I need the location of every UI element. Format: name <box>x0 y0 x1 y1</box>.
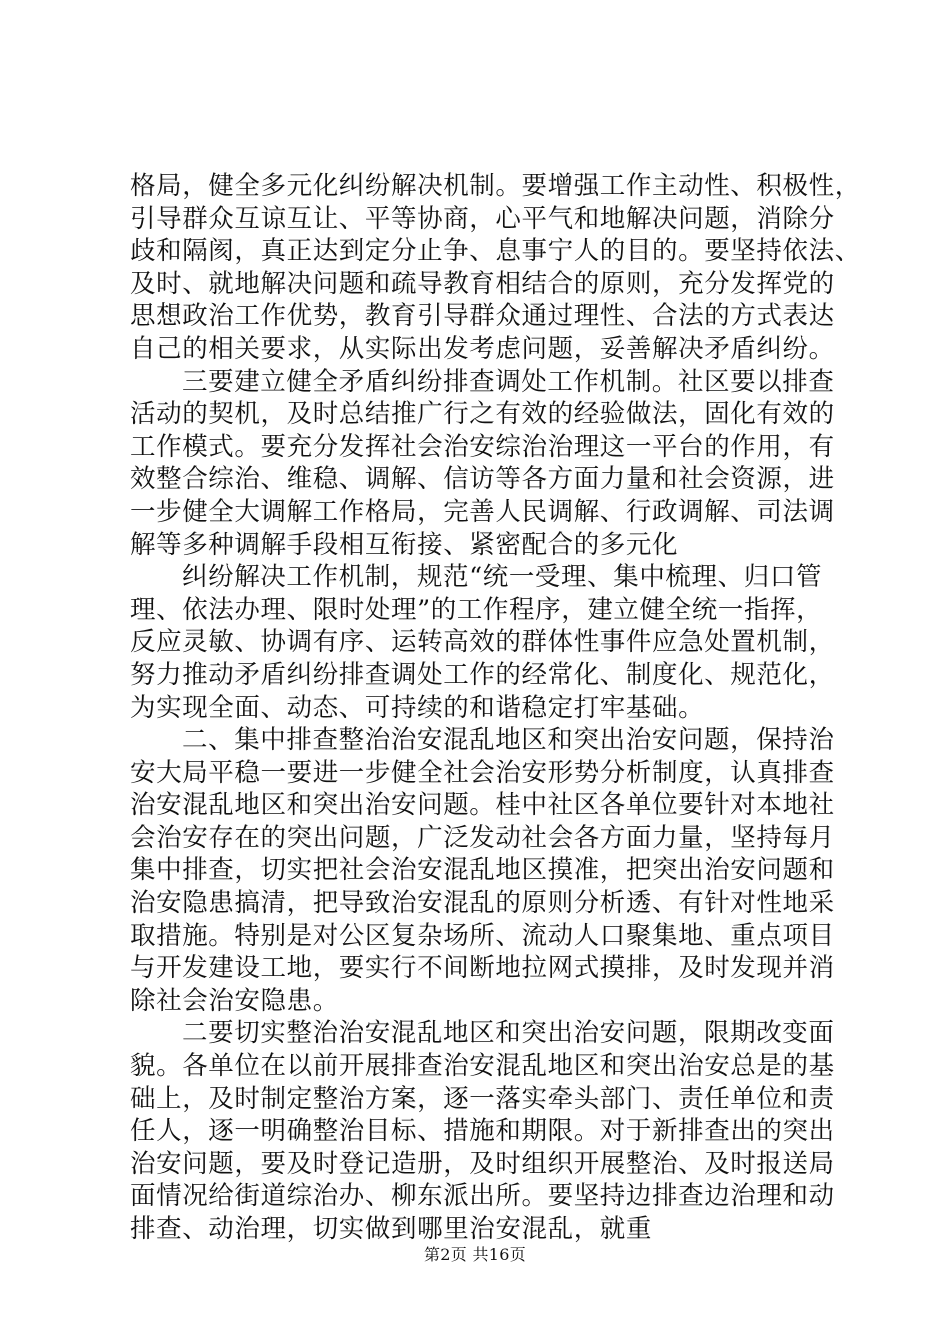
text-line: 取措施。特别是对公区复杂场所、流动人口聚集地、重点项目 <box>130 920 835 951</box>
text-line: 歧和隔阂，真正达到定分止争、息事宁人的目的。要坚持依法、 <box>130 236 861 267</box>
text-line: 工作模式。要充分发挥社会治安综治治理这一平台的作用，有 <box>130 431 835 462</box>
text-line: 活动的契机，及时总结推广行之有效的经验做法，固化有效的 <box>130 399 835 430</box>
text-line: 面情况给街道综治办、柳东派出所。要坚持边排查边治理和动 <box>130 1181 835 1212</box>
text-line: 自己的相关要求，从实际出发考虑问题，妥善解决矛盾纠纷。 <box>130 333 835 364</box>
text-line: 三要建立健全矛盾纠纷排查调处工作机制。社区要以排查 <box>182 366 835 397</box>
text-line: 解等多种调解手段相互衔接、紧密配合的多元化 <box>130 529 679 560</box>
text-line: 格局，健全多元化纠纷解决机制。要增强工作主动性、积极性， <box>130 171 861 201</box>
page-footer: 第2页 共16页 <box>423 1245 527 1264</box>
text-line: 集中排查，切实把社会治安混乱地区摸准，把突出治安问题和 <box>130 855 835 886</box>
text-line: 理、依法办理、限时处理”的工作程序，建立健全统一指挥， <box>130 594 823 625</box>
text-line: 为实现全面、动态、可持续的和谐稳定打牢基础。 <box>130 692 705 723</box>
text-line: 引导群众互谅互让、平等协商，心平气和地解决问题，消除分 <box>130 203 835 234</box>
text-line: 会治安存在的突出问题，广泛发动社会各方面力量，坚持每月 <box>130 822 835 853</box>
text-line: 纠纷解决工作机制，规范“统一受理、集中梳理、归口管 <box>182 562 823 593</box>
text-line: 努力推动矛盾纠纷排查调处工作的经常化、制度化、规范化， <box>130 659 835 690</box>
text-line: 治安问题，要及时登记造册，及时组织开展整治、及时报送局 <box>130 1148 835 1179</box>
text-line: 二要切实整治治安混乱地区和突出治安问题，限期改变面 <box>182 1018 835 1049</box>
text-line: 一步健全大调解工作格局，完善人民调解、行政调解、司法调 <box>130 496 835 527</box>
text-line: 思想政治工作优势，教育引导群众通过理性、合法的方式表达 <box>130 301 835 332</box>
text-line: 及时、就地解决问题和疏导教育相结合的原则，充分发挥党的 <box>130 268 835 299</box>
text-line: 排查、动治理，切实做到哪里治安混乱，就重 <box>130 1214 653 1244</box>
text-line: 与开发建设工地，要实行不间断地拉网式摸排，及时发现并消 <box>130 953 835 984</box>
text-line: 安大局平稳一要进一步健全社会治安形势分析制度，认真排查 <box>130 757 835 788</box>
text-line: 治安隐患搞清，把导致治安混乱的原则分析透、有针对性地采 <box>130 888 835 919</box>
text-line: 础上，及时制定整治方案，逐一落实牵头部门、责任单位和责 <box>130 1083 835 1114</box>
document-body <box>130 170 861 1246</box>
text-line: 任人，逐一明确整治目标、措施和期限。对于新排查出的突出 <box>130 1116 835 1147</box>
text-line: 治安混乱地区和突出治安问题。桂中社区各单位要针对本地社 <box>130 790 835 821</box>
text-line: 除社会治安隐患。 <box>130 985 339 1016</box>
text-line: 反应灵敏、协调有序、运转高效的群体性事件应急处置机制， <box>130 627 835 658</box>
text-line: 效整合综治、维稳、调解、信访等各方面力量和社会资源，进 <box>130 464 835 495</box>
text-line: 二、集中排查整治治安混乱地区和突出治安问题，保持治 <box>182 725 835 756</box>
text-line: 貌。各单位在以前开展排查治安混乱地区和突出治安总是的基 <box>130 1051 835 1082</box>
